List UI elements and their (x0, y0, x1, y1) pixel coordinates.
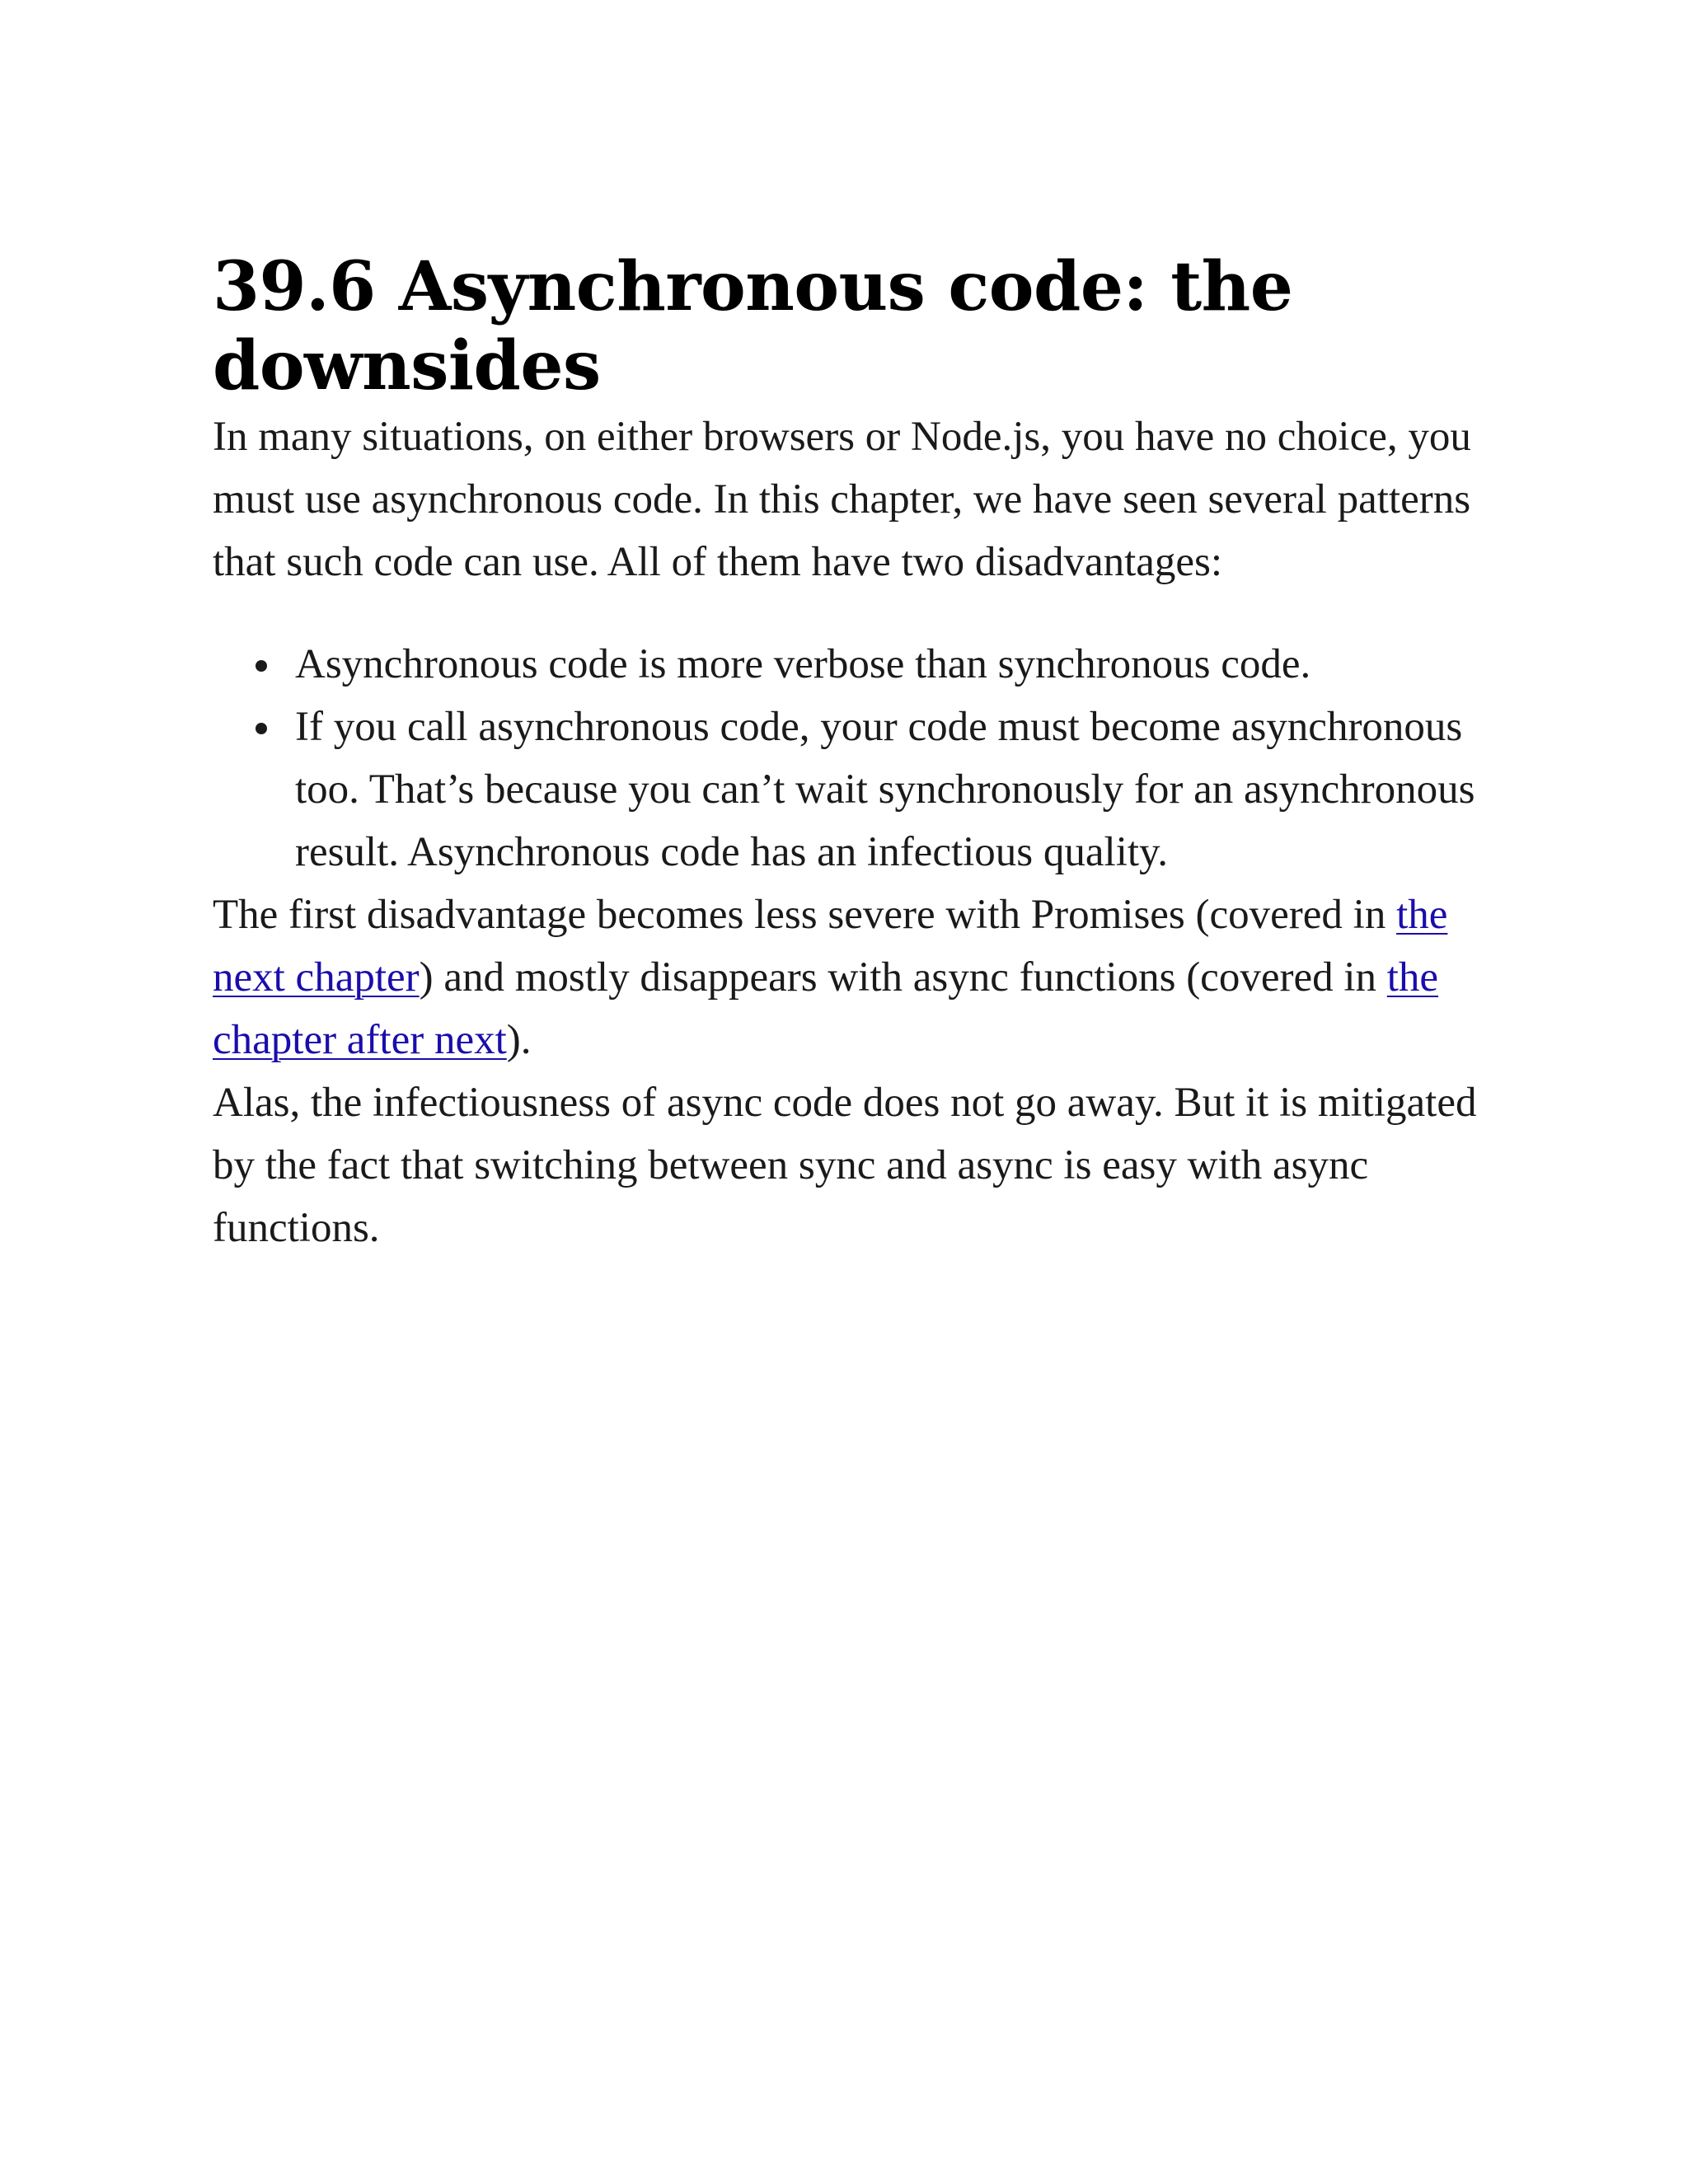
paragraph-text: ) and mostly disappears with async functions (covered in (419, 954, 1387, 1001)
infectiousness-paragraph: Alas, the infectiousness of async code does not go away. But it is mitigated by the fact that switching between sync and async is easy with async functions. (213, 1080, 1477, 1251)
paragraph-text: ). (506, 1017, 532, 1063)
bullet-icon (256, 660, 267, 672)
document-page (213, 247, 1498, 1259)
disadvantages-list (213, 633, 1498, 883)
section-title-text: Asynchronous code: the downsides (213, 247, 1293, 405)
section-number: 39.6 (213, 247, 376, 326)
paragraph-text: The first disadvantage becomes less severe with Promises (covered in (213, 892, 1397, 938)
promises-paragraph (213, 883, 1498, 1071)
list-item (213, 696, 1498, 883)
intro-paragraph: In many situations, on either browsers or Node.js, you have no choice, you must use asynchronous code. In this chapter, we have seen several patterns that such code can use. All of them have two disadvantages: (213, 414, 1471, 585)
list-item (213, 633, 1498, 696)
section-heading (213, 247, 1498, 405)
next-chapter-link[interactable]: the next chapter (213, 892, 1448, 1001)
bullet-icon (256, 723, 267, 734)
list-item-text: Asynchronous code is more verbose than synchronous code. (295, 641, 1311, 687)
list-item-text: If you call asynchronous code, your code must become asynchronous too. That’s because you can’t wait synchronously for an asynchronous result. Asynchronous code has an infectious quality. (295, 704, 1475, 875)
chapter-after-next-link[interactable]: the chapter after next (213, 954, 1439, 1063)
